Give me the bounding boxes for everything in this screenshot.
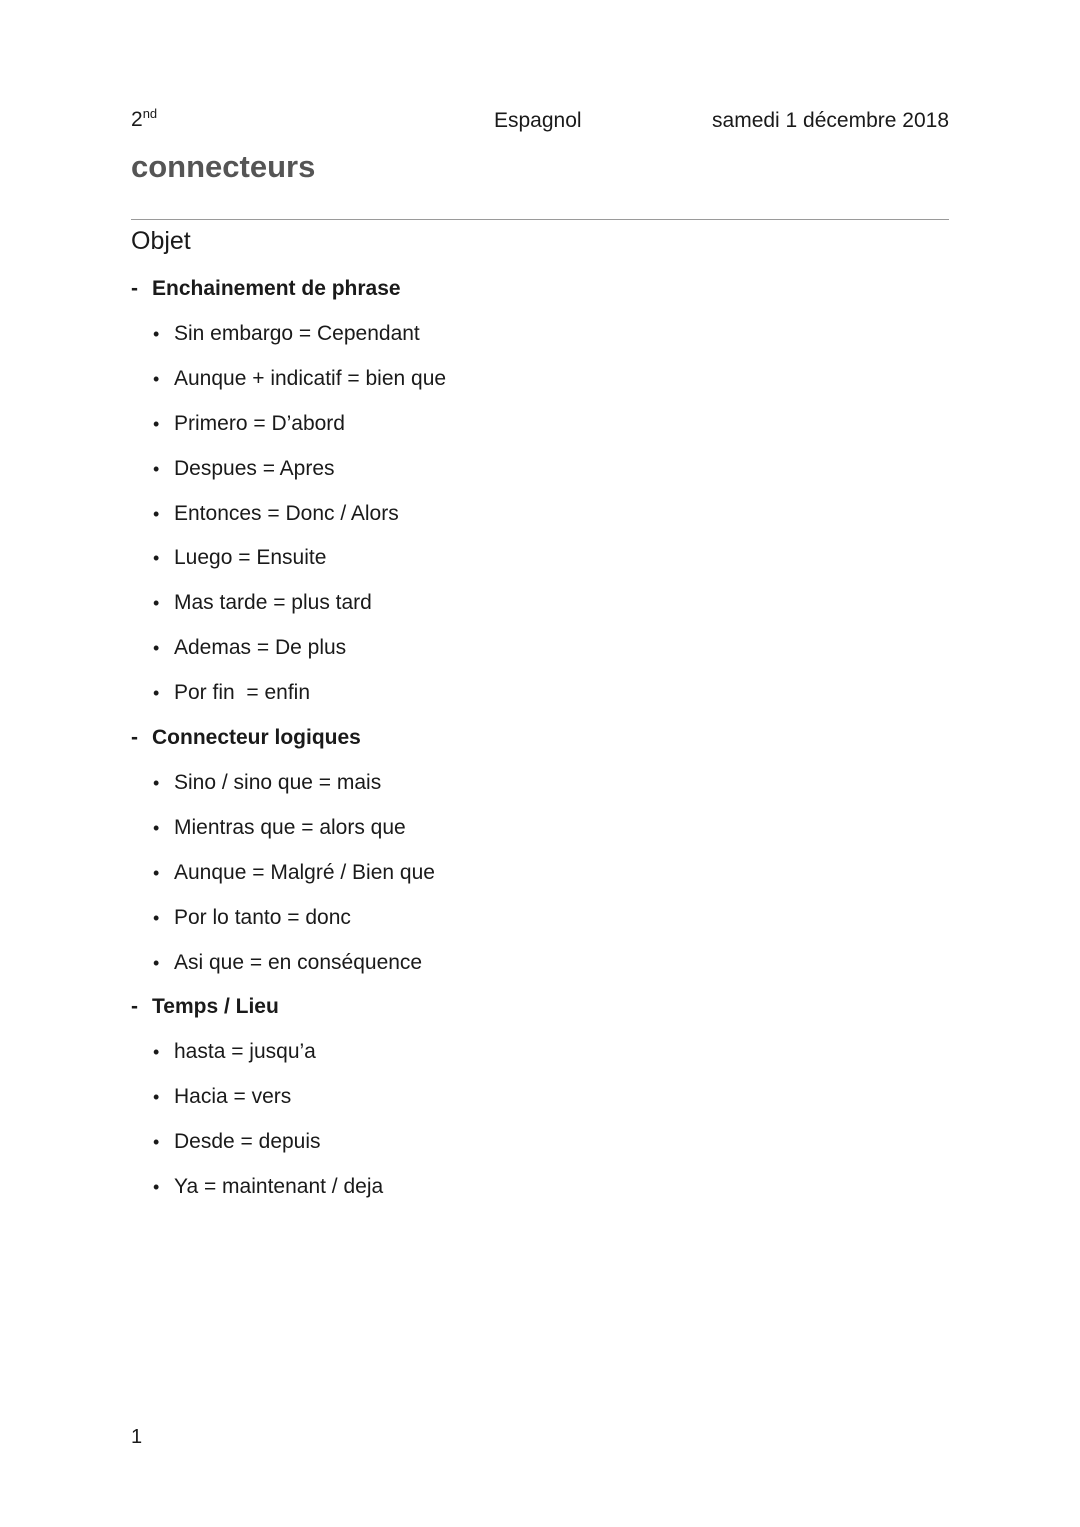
list-item-text: Mientras que = alors que: [174, 815, 406, 839]
bullet-icon: •: [153, 773, 160, 794]
list-item-text: Sino / sino que = mais: [174, 771, 382, 795]
group-temps-lieu: [131, 991, 949, 1216]
bullet-icon: •: [153, 548, 160, 569]
list-item: [131, 677, 949, 722]
list-item: [131, 902, 949, 947]
item-list: [131, 767, 949, 991]
bullet-icon: •: [153, 1177, 160, 1198]
list-item-text: Hacia = vers: [174, 1085, 292, 1109]
list-item: [131, 632, 949, 677]
bullet-icon: •: [153, 324, 160, 344]
list-item-text: Luego = Ensuite: [174, 546, 327, 570]
list-item: [131, 363, 949, 408]
bullet-icon: •: [153, 1042, 160, 1063]
list-item: [131, 1126, 949, 1171]
list-item-text: Aunque + indicatif = bien que: [174, 366, 447, 390]
list-item-text: Entonces = Donc / Alors: [174, 501, 399, 525]
group-enchainement: [131, 273, 949, 722]
group-title: [131, 273, 949, 318]
list-item: [131, 1036, 949, 1081]
header-date: samedi 1 décembre 2018: [712, 109, 949, 132]
bullet-icon: •: [153, 1087, 160, 1108]
group-title-label: Connecteur logiques: [152, 726, 361, 750]
dash-marker: -: [131, 277, 138, 300]
bullet-icon: •: [153, 1132, 160, 1153]
group-title: [131, 991, 949, 1036]
group-title-label: Temps / Lieu: [152, 995, 279, 1019]
list-item-text: Aunque = Malgré / Bien que: [174, 860, 435, 884]
group-title: [131, 722, 949, 767]
list-item-text: Por lo tanto = donc: [174, 905, 351, 929]
list-item-text: Sin embargo = Cependant: [174, 322, 420, 345]
list-item: [131, 542, 949, 587]
bullet-icon: •: [153, 368, 160, 389]
list-item: [131, 767, 949, 812]
dash-marker: -: [131, 726, 138, 750]
list-item-text: Asi que = en conséquence: [174, 950, 423, 974]
list-item: [131, 1081, 949, 1126]
list-item: [131, 1171, 949, 1216]
header-subject: Espagnol: [494, 109, 582, 132]
bullet-icon: •: [153, 638, 160, 659]
bullet-icon: •: [153, 817, 160, 838]
bullet-icon: •: [153, 503, 160, 524]
list-item: [131, 453, 949, 498]
list-item-text: Despues = Apres: [174, 456, 335, 480]
header-grade-suffix: nd: [142, 106, 158, 121]
list-item: [131, 812, 949, 857]
content: [131, 273, 949, 1216]
page-number: 1: [131, 1426, 143, 1448]
group-connecteur-logiques: [131, 722, 949, 991]
list-item: [131, 947, 949, 992]
list-item: [131, 318, 949, 363]
document-title: connecteurs: [131, 149, 316, 184]
bullet-icon: •: [153, 862, 160, 883]
list-item-text: Mas tarde = plus tard: [174, 591, 372, 615]
group-title-label: Enchainement de phrase: [152, 277, 401, 300]
bullet-icon: •: [153, 593, 160, 614]
list-item-text: Ademas = De plus: [174, 636, 347, 660]
header-grade: [131, 108, 157, 132]
list-item-text: Ya = maintenant / deja: [174, 1175, 384, 1199]
list-item-text: Desde = depuis: [174, 1130, 321, 1154]
bullet-icon: •: [153, 952, 160, 973]
bullet-icon: •: [153, 458, 160, 479]
bullet-icon: •: [153, 907, 160, 928]
list-item-text: Primero = D’abord: [174, 411, 345, 435]
list-item: [131, 408, 949, 453]
title-divider: [131, 219, 949, 220]
list-item-text: hasta = jusqu’a: [174, 1040, 316, 1064]
list-item: [131, 498, 949, 543]
item-list: [131, 318, 949, 722]
list-item: [131, 857, 949, 902]
dash-marker: -: [131, 995, 138, 1019]
bullet-icon: •: [153, 413, 160, 434]
section-heading: Objet: [131, 227, 191, 255]
header-grade-number: 2: [131, 108, 143, 131]
item-list: [131, 1036, 949, 1216]
list-item-text: Por fin = enfin: [174, 681, 310, 705]
list-item: [131, 587, 949, 632]
bullet-icon: •: [153, 683, 160, 704]
